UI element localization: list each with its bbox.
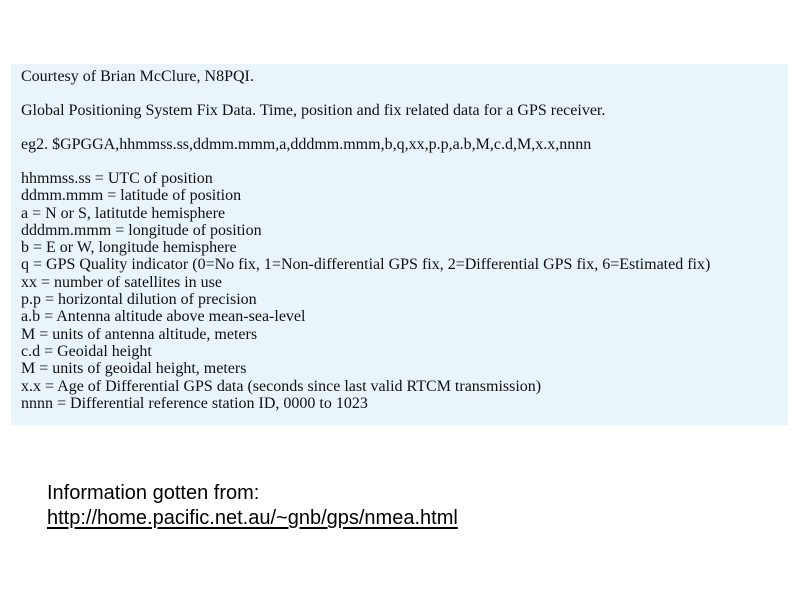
spacer	[21, 120, 788, 136]
definition-item: a.b = Antenna altitude above mean-sea-level	[21, 308, 306, 326]
spacer	[21, 154, 788, 170]
credit-text: Courtesy of Brian McClure, N8PQI.	[21, 68, 254, 85]
description-text: Global Positioning System Fix Data. Time, position and fix related data for a GPS receiver.	[21, 102, 606, 119]
source-footer	[47, 481, 458, 531]
definition-item: ddmm.mmm = latitude of position	[21, 187, 242, 205]
example-sentence: eg2. $GPGGA,hhmmss.ss,ddmm.mmm,a,dddmm.mmm,b,q,xx,p.p,a.b,M,c.d,M,x.x,nnnn	[21, 136, 592, 153]
definition-item: c.d = Geoidal height	[21, 342, 152, 360]
definition-item: nnnn = Differential reference station ID, 0000 to 1023	[21, 394, 368, 412]
definition-item: x.x = Age of Differential GPS data (seconds since last valid RTCM transmission)	[21, 377, 542, 395]
definition-item: q = GPS Quality indicator (0=No fix, 1=Non-differential GPS fix, 2=Differential GPS fix, 6=Estimated fix)	[21, 256, 711, 274]
source-link[interactable]: http://home.pacific.net.au/~gnb/gps/nmea.html	[47, 507, 458, 529]
definition-item: M = units of antenna altitude, meters	[21, 325, 258, 343]
spacer	[21, 86, 788, 102]
definition-item: xx = number of satellites in use	[21, 273, 222, 291]
definition-item: M = units of geoidal height, meters	[21, 360, 247, 378]
definition-item: a = N or S, latitutde hemisphere	[21, 204, 226, 222]
nmea-info-panel	[11, 64, 788, 425]
field-definitions-list	[21, 170, 788, 412]
definition-item: b = E or W, longitude hemisphere	[21, 239, 237, 257]
definition-item: p.p = horizontal dilution of precision	[21, 291, 257, 309]
source-label: Information gotten from:	[47, 482, 260, 504]
definition-item: dddmm.mmm = longitude of position	[21, 221, 262, 239]
definition-item: hhmmss.ss = UTC of position	[21, 170, 213, 187]
